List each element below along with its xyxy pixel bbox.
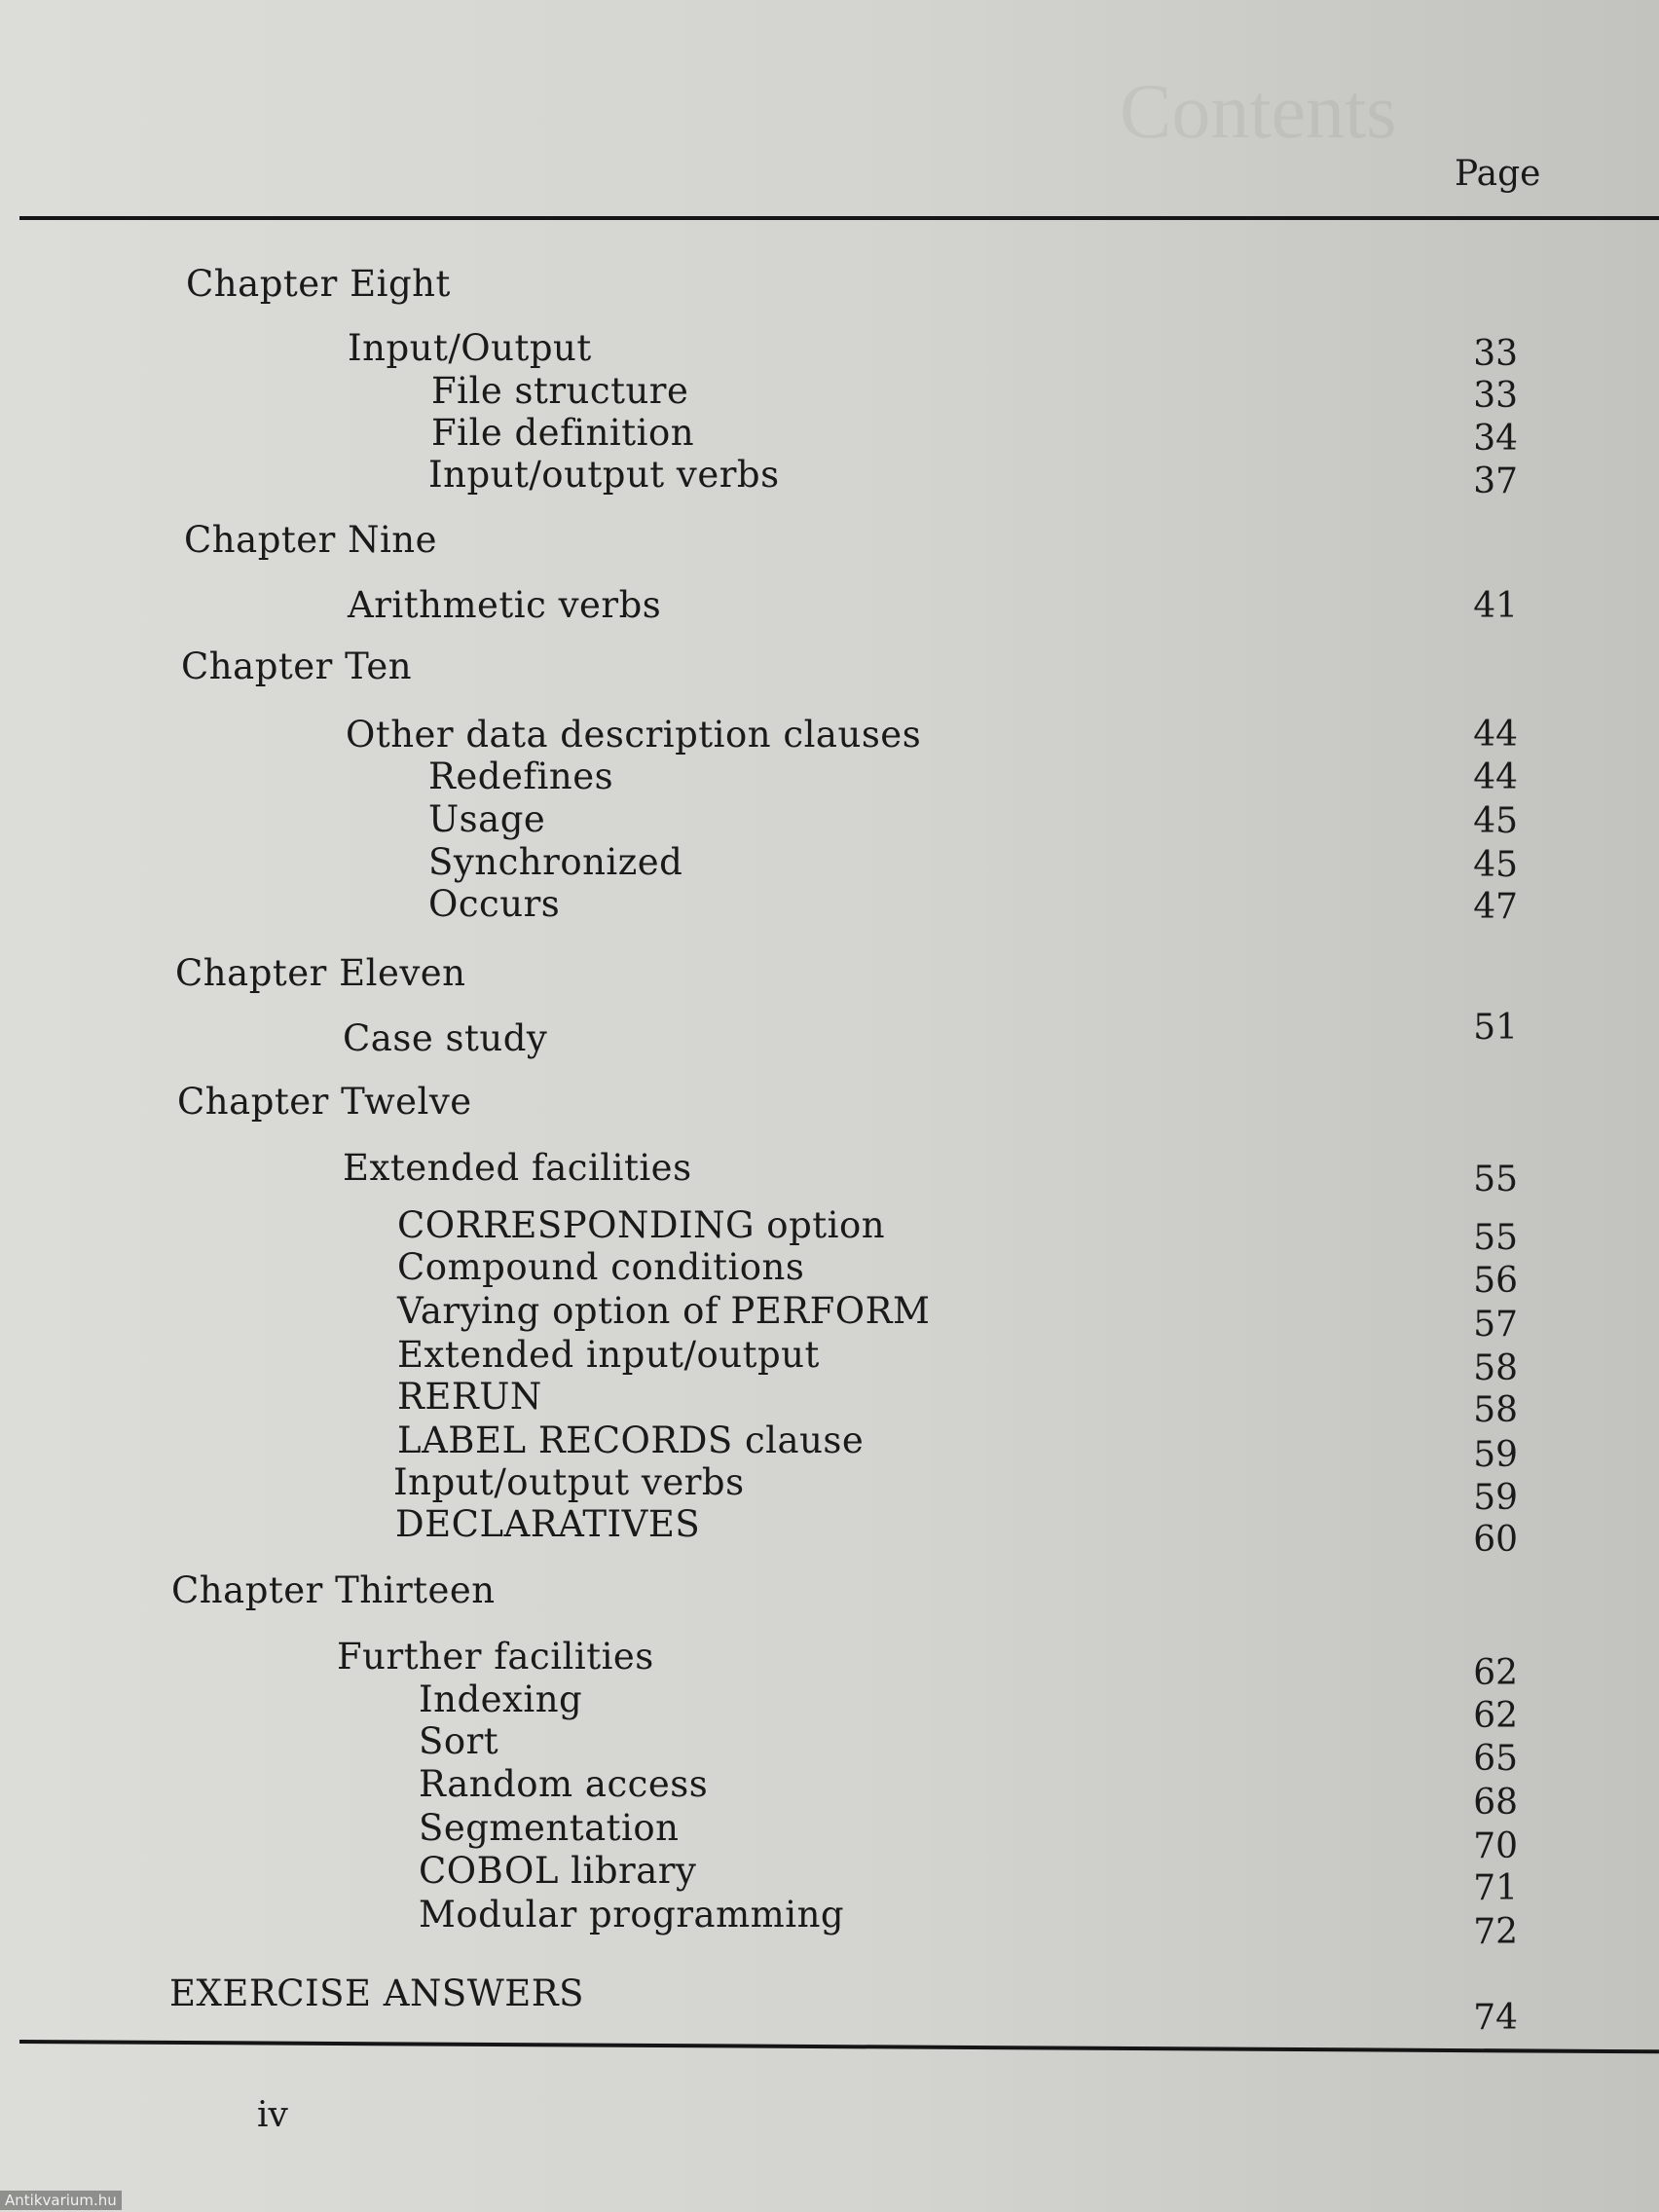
chapter-heading: Chapter Ten	[181, 645, 413, 687]
toc-page-number: 62	[1473, 1696, 1518, 1736]
toc-page-number: 72	[1473, 1912, 1518, 1952]
toc-page-number: 47	[1473, 887, 1518, 927]
toc-section: Arithmetic verbs	[348, 584, 662, 626]
toc-page-number: 55	[1473, 1160, 1518, 1199]
chapter-heading: Chapter Eight	[186, 263, 451, 305]
toc-subsection: Indexing	[419, 1678, 583, 1720]
ghost-title: Contents	[1120, 69, 1397, 155]
toc-subsection: Usage	[428, 798, 546, 840]
toc-subsection: Random access	[419, 1763, 709, 1805]
toc-page-number: 71	[1473, 1868, 1518, 1908]
toc-page-number: 33	[1473, 334, 1518, 374]
exercise-answers-heading: EXERCISE ANSWERS	[169, 1972, 584, 2014]
chapter-heading: Chapter Nine	[184, 519, 438, 561]
toc-subsection: Redefines	[428, 756, 614, 797]
toc-section: Case study	[343, 1017, 548, 1059]
watermark: Antikvarium.hu	[0, 2191, 122, 2210]
toc-subsection: Extended input/output	[397, 1334, 820, 1376]
toc-subsection: Input/output verbs	[428, 454, 780, 496]
toc-page-number: 33	[1473, 376, 1518, 416]
toc-subsection: CORRESPONDING option	[397, 1204, 886, 1246]
toc-subsection: Input/output verbs	[393, 1461, 745, 1503]
chapter-heading: Chapter Twelve	[177, 1081, 472, 1123]
toc-page-number: 44	[1473, 757, 1518, 797]
chapter-heading: Chapter Thirteen	[171, 1569, 496, 1611]
toc-subsection: RERUN	[397, 1376, 542, 1418]
top-rule	[19, 216, 1659, 220]
toc-page-number: 58	[1473, 1390, 1518, 1430]
toc-page-number: 41	[1473, 586, 1518, 626]
toc-subsection: File structure	[431, 370, 689, 412]
toc-page-number: 60	[1473, 1520, 1518, 1560]
toc-subsection: Compound conditions	[397, 1246, 805, 1288]
toc-subsection: Segmentation	[419, 1807, 680, 1849]
toc-subsection: Occurs	[428, 883, 561, 925]
toc-section: Extended facilities	[343, 1147, 692, 1189]
toc-subsection: Synchronized	[428, 841, 683, 883]
toc-page-number: 45	[1473, 845, 1518, 885]
toc-subsection: Varying option of PERFORM	[397, 1290, 931, 1332]
toc-page-number: 68	[1473, 1783, 1518, 1823]
toc-page-number: 37	[1473, 461, 1518, 501]
toc-subsection: Sort	[419, 1720, 499, 1762]
toc-page-number: 70	[1473, 1826, 1518, 1866]
page-column-heading: Page	[1455, 154, 1541, 194]
toc-page-number: 44	[1473, 715, 1518, 755]
toc-subsection: DECLARATIVES	[395, 1503, 701, 1545]
toc-subsection: COBOL library	[419, 1850, 697, 1892]
toc-subsection: Modular programming	[419, 1894, 845, 1936]
toc-subsection: File definition	[431, 412, 695, 454]
toc-subsection: LABEL RECORDS clause	[397, 1419, 865, 1461]
folio-number: iv	[257, 2095, 288, 2135]
toc-page-number: 58	[1473, 1348, 1518, 1388]
toc-page-number: 74	[1473, 1998, 1518, 2038]
toc-page-number: 34	[1473, 419, 1518, 459]
toc-page-number: 56	[1473, 1261, 1518, 1301]
bottom-rule	[19, 2040, 1659, 2053]
toc-page-number: 51	[1473, 1008, 1518, 1048]
toc-page-number: 59	[1473, 1478, 1518, 1518]
toc-page-number: 59	[1473, 1435, 1518, 1475]
toc-page-number: 57	[1473, 1305, 1518, 1345]
chapter-heading: Chapter Eleven	[175, 952, 466, 994]
toc-section: Other data description clauses	[346, 714, 922, 756]
toc-section: Further facilities	[337, 1636, 654, 1677]
toc-page-number: 65	[1473, 1739, 1518, 1779]
toc-page-number: 55	[1473, 1218, 1518, 1258]
toc-page-number: 45	[1473, 801, 1518, 841]
toc-page-number: 62	[1473, 1653, 1518, 1693]
toc-section: Input/Output	[348, 327, 592, 369]
